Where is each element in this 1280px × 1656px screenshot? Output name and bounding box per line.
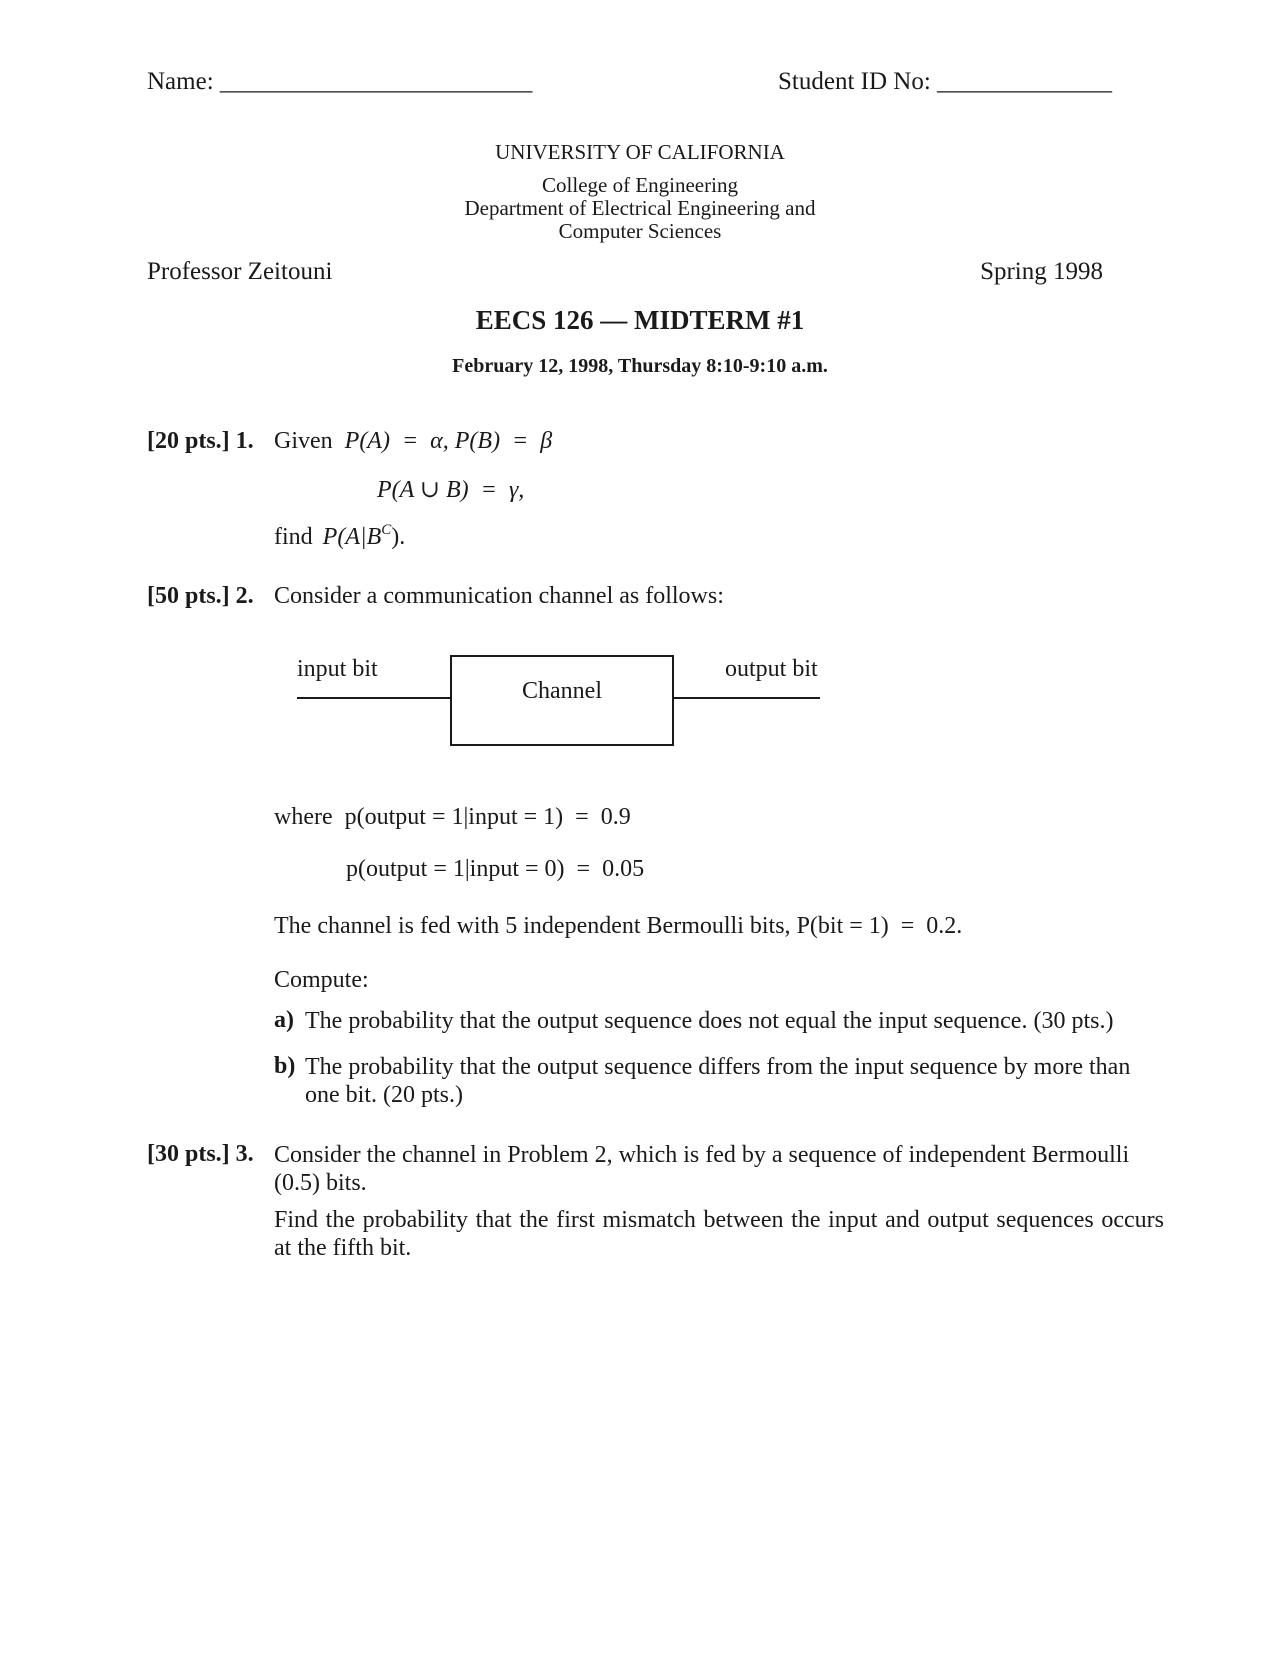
where-word: where	[274, 804, 333, 830]
channel-equation-2: p(output = 1|input = 0) = 0.05	[346, 856, 645, 882]
find-word: find	[274, 524, 313, 550]
student-id-label: Student ID No:	[778, 68, 931, 95]
where-line	[274, 804, 631, 831]
professor-name: Professor Zeitouni	[147, 258, 333, 285]
given-equation: P(A) = α, P(B) = β	[344, 428, 553, 454]
output-bit-label: output bit	[725, 656, 818, 682]
compute-label: Compute:	[274, 967, 369, 993]
student-id-blank: ______________	[937, 68, 1113, 95]
student-id-field	[778, 68, 1112, 96]
problem1-given	[274, 428, 552, 455]
find-end: ).	[391, 524, 406, 550]
output-line	[674, 697, 820, 699]
department-line1: Department of Electrical Engineering and	[464, 196, 816, 220]
union-equation: P(A ∪ B) = γ,	[377, 477, 525, 503]
term-label: Spring 1998	[980, 258, 1103, 285]
university-name: UNIVERSITY OF CALIFORNIA	[495, 140, 785, 164]
part-b-label: b)	[274, 1053, 296, 1079]
name-field	[147, 68, 532, 96]
input-bit-label: input bit	[297, 656, 378, 682]
part-a-label: a)	[274, 1007, 294, 1033]
problem3-text1: Consider the channel in Problem 2, which is fed by a sequence of independent Bermoulli (0.5) bits.	[274, 1142, 1130, 1196]
part-a-text: The probability that the output sequence does not equal the input sequence. (30 pts.)	[305, 1008, 1114, 1034]
fed-text: The channel is fed with 5 independent Bermoulli bits,	[274, 913, 797, 939]
problem2-points: [50 pts.] 2.	[147, 583, 254, 609]
problem3-points: [30 pts.] 3.	[147, 1141, 254, 1167]
department-line2: Computer Sciences	[558, 219, 722, 243]
complement-superscript: C	[381, 522, 392, 538]
exam-date: February 12, 1998, Thursday 8:10-9:10 a.m.	[452, 355, 828, 377]
channel-label: Channel	[522, 678, 602, 704]
channel-equation-1: p(output = 1|input = 1) = 0.9	[344, 804, 631, 830]
find-expression: P(A|B	[322, 524, 382, 550]
name-blank: _________________________	[219, 68, 533, 95]
name-label: Name:	[147, 68, 214, 95]
problem1-find	[274, 522, 405, 551]
exam-title: EECS 126 — MIDTERM #1	[475, 305, 805, 335]
problem1-points: [20 pts.] 1.	[147, 428, 254, 454]
problem3-text2: Find the probability that the first mismatch between the input and output sequences occurs at the fifth bit.	[274, 1207, 1164, 1261]
given-word: Given	[274, 428, 333, 454]
part-b-text: The probability that the output sequence differs from the input sequence by more than one bit. (20 pts.)	[305, 1054, 1131, 1108]
fed-equation: P(bit = 1) = 0.2.	[796, 913, 963, 939]
college-name: College of Engineering	[542, 173, 738, 197]
fed-statement	[274, 913, 962, 940]
problem2-intro: Consider a communication channel as follows:	[274, 583, 724, 609]
input-line	[297, 697, 450, 699]
